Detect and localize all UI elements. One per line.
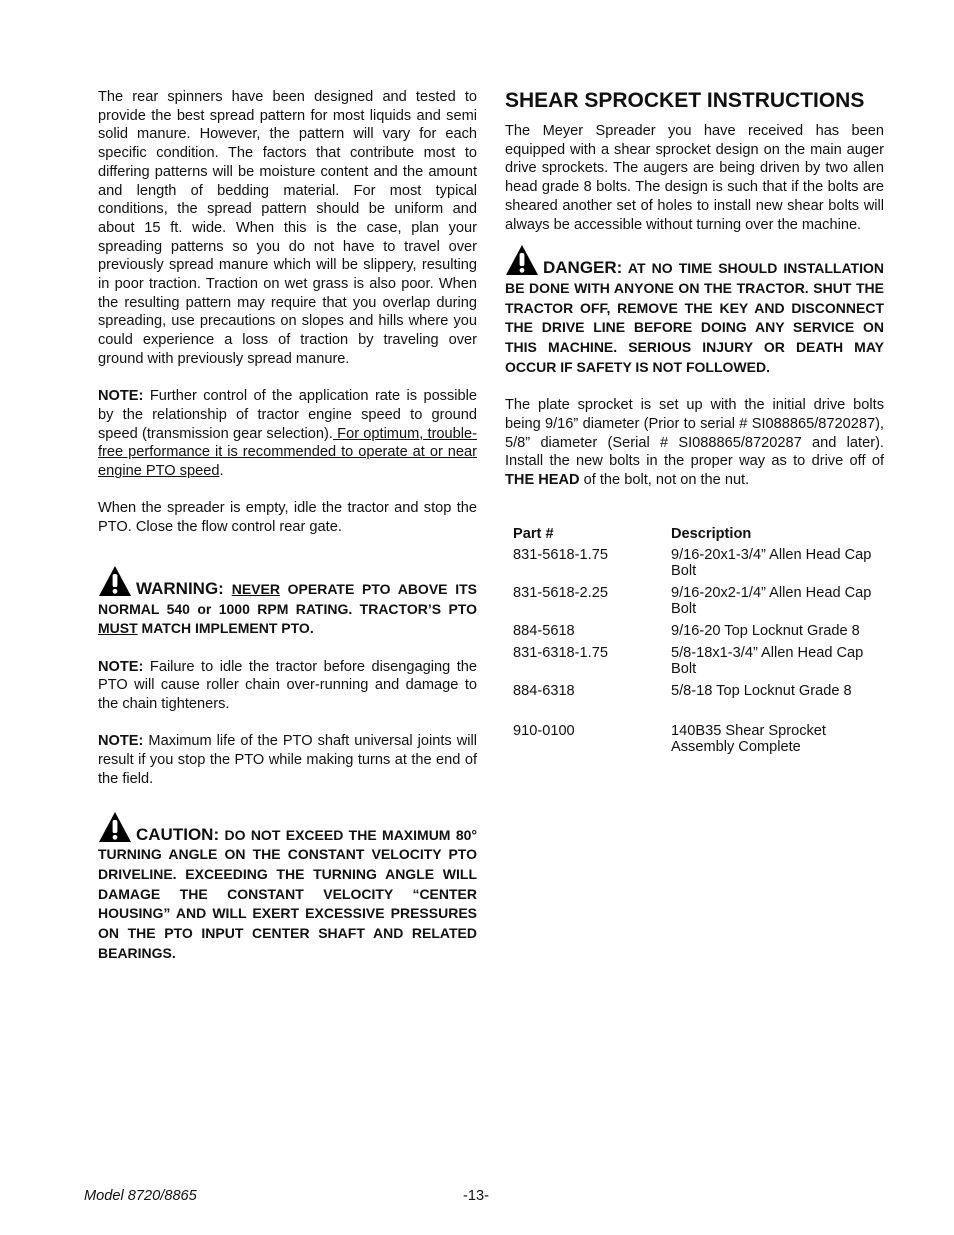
table-row bbox=[513, 547, 884, 585]
note-text: Failure to idle the tractor before disengaging the PTO will cause roller chain over-running and damage to the chain tighteners. bbox=[98, 658, 477, 713]
shear-sprocket-paragraph: The Meyer Spreader you have received has been equipped with a shear sprocket design on the main auger drive sprockets. The augers are being driven by two allen head grade 8 bolts. The design is such that if the bolts are sheared another set of holes to install new shear bolts will always be accessible without turning over the machine. bbox=[505, 123, 884, 233]
note-end: . bbox=[219, 463, 224, 480]
part-description: 9/16-20 Top Locknut Grade 8 bbox=[671, 622, 860, 639]
caution-triangle-icon bbox=[98, 811, 132, 843]
right-column bbox=[505, 88, 884, 761]
table-row bbox=[513, 585, 884, 623]
the-head-text: THE HEAD bbox=[505, 471, 580, 488]
part-number: 831-5618-1.75 bbox=[513, 546, 608, 563]
left-column bbox=[98, 88, 477, 963]
plate-sprocket-text: The plate sprocket is set up with the initial drive bolts being 9/16” diameter (Prior to serial # SI088865/8720287), 5/8” diameter (Serial # SI088865/8720287 and later). Install the new bolts in the proper way as to drive off of bbox=[505, 397, 884, 470]
table-row bbox=[513, 645, 884, 683]
idle-paragraph: When the spreader is empty, idle the tractor and stop the PTO. Close the flow control rear gate. bbox=[98, 500, 477, 536]
plate-sprocket-paragraph bbox=[505, 396, 884, 490]
part-description: 140B35 Shear Sprocket Assembly Complete bbox=[671, 722, 826, 755]
danger-text: AT NO TIME SHOULD INSTALLATION BE DONE WITH ANYONE ON THE TRACTOR. SHUT THE TRACTOR OFF, REMOVE THE KEY AND DISCONNECT THE DRIVE LINE BEFORE DOING ANY SERVICE ON THIS MACHINE. SERIOUS INJURY OR DEATH MAY OCCUR IF SAFETY IS NOT FOLLOWED. bbox=[505, 260, 884, 375]
part-description: 5/8-18x1-3/4” Allen Head Cap Bolt bbox=[671, 644, 864, 677]
part-description: 5/8-18 Top Locknut Grade 8 bbox=[671, 682, 852, 699]
warning-must: MUST bbox=[98, 620, 138, 637]
warning-text-1: OPERATE PTO ABOVE ITS NORMAL 540 or 1000 RPM RATING. TRACTOR’S PTO bbox=[98, 580, 477, 617]
table-row bbox=[513, 683, 884, 705]
part-number: 910-0100 bbox=[513, 722, 575, 739]
note-roller-chain bbox=[98, 658, 477, 714]
spinner-paragraph: The rear spinners have been designed and tested to provide the best spread pattern for most liquids and semi solid manure. However, the pattern will vary for each specific condition. The factors that contribute most to differing patterns will be moisture content and the amount and length of bedding material. For most typical conditions, the spread pattern should be uniform and about 15 ft. wide. When this is the case, plan your spreading patterns so you do not have to travel over previously spread manure which will be slippery, resulting in poor traction. Traction on wet grass is also poor. When the resulting pattern may require that you overlap during spreading, use precautions on slopes and hills where you could experience a loss of traction by traveling over ground with previously spread manure. bbox=[98, 89, 477, 367]
page-number: -13- bbox=[463, 1188, 489, 1204]
part-description: 9/16-20x2-1/4” Allen Head Cap Bolt bbox=[671, 584, 872, 617]
table-row bbox=[513, 705, 884, 761]
note-text: Maximum life of the PTO shaft universal joints will result if you stop the PTO while making turns at the end of the field. bbox=[98, 733, 477, 787]
caution-label: CAUTION: bbox=[136, 824, 220, 844]
danger-block bbox=[505, 244, 884, 377]
part-number: 884-5618 bbox=[513, 622, 575, 639]
danger-triangle-icon bbox=[505, 244, 539, 276]
warning-text-2: MATCH IMPLEMENT PTO. bbox=[137, 620, 314, 637]
note-application-rate bbox=[98, 387, 477, 481]
note-text: Further control of the application rate is possible by the relationship of tractor engine speed to ground speed (transmission gear selection). bbox=[98, 388, 477, 442]
table-row bbox=[513, 623, 884, 645]
footer-model: Model 8720/8865 bbox=[84, 1188, 197, 1204]
part-number: 831-5618-2.25 bbox=[513, 584, 608, 601]
note-label: NOTE: bbox=[98, 733, 144, 750]
caution-text: DO NOT EXCEED THE MAXIMUM 80° TURNING ANGLE ON THE CONSTANT VELOCITY PTO DRIVELINE. EXCEEDING THE TURNING ANGLE WILL DAMAGE THE CONSTANT VELOCITY “CENTER HOUSING” AND WILL EXERT EXCESSIVE PRESSURES ON THE PTO INPUT CENTER SHAFT AND RELATED BEARINGS. bbox=[98, 826, 477, 961]
parts-table-header bbox=[513, 526, 884, 547]
warning-label: WARNING: bbox=[136, 578, 224, 598]
note-underlined-text: For optimum, trouble-free performance it is recommended to operate at or near engine PTO speed bbox=[98, 425, 477, 480]
column-header-part: Part # bbox=[513, 525, 554, 542]
part-number: 831-6318-1.75 bbox=[513, 644, 608, 661]
warning-block bbox=[98, 565, 477, 639]
column-header-description: Description bbox=[671, 525, 752, 542]
note-pto-shaft bbox=[98, 732, 477, 788]
plate-sprocket-end: of the bolt, not on the nut. bbox=[579, 471, 750, 488]
section-title: SHEAR SPROCKET INSTRUCTIONS bbox=[505, 89, 865, 112]
note-label: NOTE: bbox=[98, 388, 144, 405]
parts-table bbox=[513, 526, 884, 761]
danger-label: DANGER: bbox=[543, 258, 623, 278]
part-description: 9/16-20x1-3/4” Allen Head Cap Bolt bbox=[671, 546, 872, 579]
caution-block bbox=[98, 811, 477, 964]
warning-triangle-icon bbox=[98, 565, 132, 597]
note-label: NOTE: bbox=[98, 658, 144, 675]
part-number: 884-6318 bbox=[513, 682, 575, 699]
warning-never: NEVER bbox=[231, 580, 280, 597]
